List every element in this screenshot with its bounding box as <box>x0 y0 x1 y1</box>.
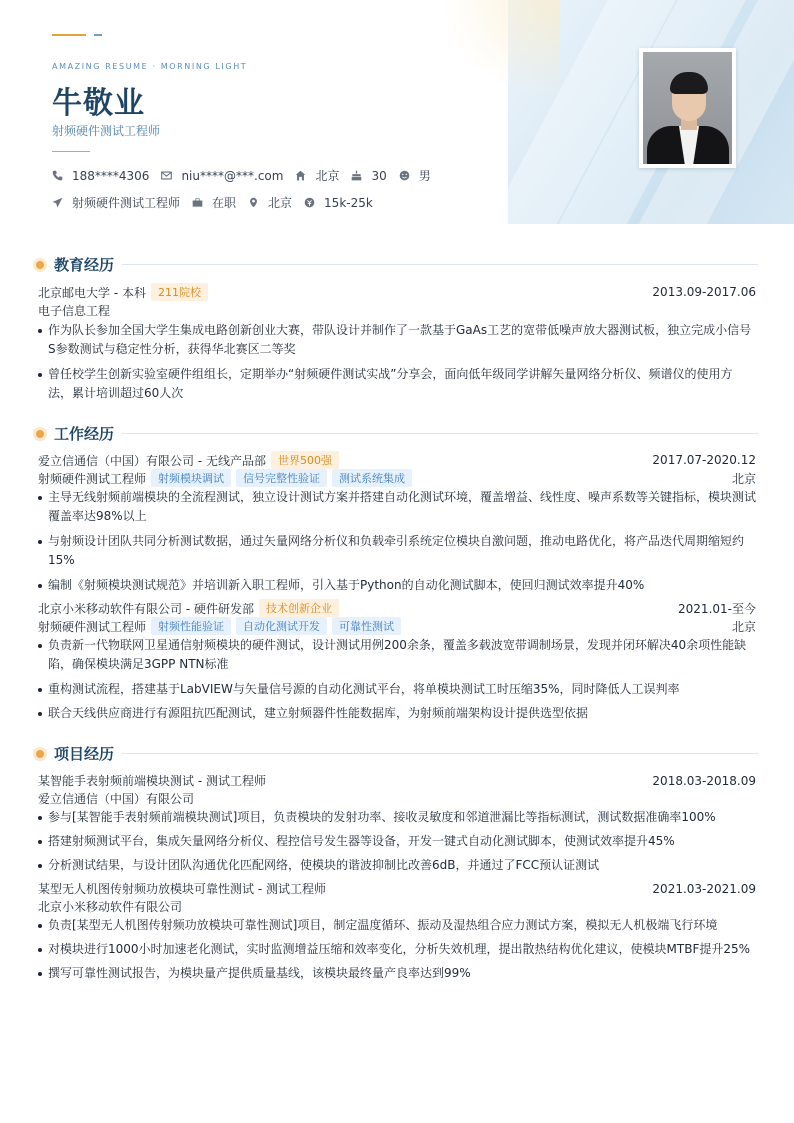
residence-info <box>295 167 339 184</box>
skill-tag: 测试系统集成 <box>332 469 412 487</box>
project-dates: 2018.03-2018.09 <box>652 773 756 788</box>
send-icon <box>52 197 63 208</box>
home-icon <box>295 170 306 181</box>
residence-text: 北京 <box>315 169 340 183</box>
skill-tag: 信号完整性验证 <box>236 469 327 487</box>
salary-text: 15k-25k <box>324 195 373 210</box>
job-role-row <box>38 617 756 635</box>
skill-tag: 射频模块调试 <box>151 469 231 487</box>
email-text: niu****@***.com <box>181 168 284 183</box>
age-text: 30 <box>371 168 387 183</box>
salary-icon <box>304 197 315 208</box>
target-position-info <box>52 194 180 211</box>
project-org: 北京小米移动软件有限公司 <box>38 900 183 914</box>
list-item: 负责新一代物联网卫星通信射频模块的硬件测试，设计测试用例200余条，覆盖多载波宽带调制场景，发现并闭环解决40余项性能缺陷，确保模块满足3GPP NTN标准 <box>38 636 756 674</box>
section-heading: 工作经历 <box>54 425 115 443</box>
project-title-row <box>38 880 756 897</box>
phone-text: 188****4306 <box>72 168 150 183</box>
target-city-info <box>248 194 292 211</box>
resume-header <box>0 0 794 224</box>
resume-tagline: AMAZING RESUME · MORNING LIGHT <box>52 62 248 71</box>
briefcase-icon <box>192 197 203 208</box>
school-name: 北京邮电大学 - 本科 <box>38 285 146 300</box>
education-dates: 2013.09-2017.06 <box>652 285 756 299</box>
job-intent-row <box>52 194 385 211</box>
job-role-row <box>38 469 756 487</box>
list-item: 负责[某型无人机图传射频功放模块可靠性测试]项目，制定温度循环、振动及湿热组合应力测试方案，模拟无人机极端飞行环境 <box>38 916 756 935</box>
candidate-title: 射频硬件测试工程师 <box>52 124 161 138</box>
list-item: 分析测试结果，与设计团队沟通优化匹配网络，使模块的谐波抑制比改善6dB，并通过了FCC预认证测试 <box>38 856 756 875</box>
company-badge: 技术创新企业 <box>259 599 339 617</box>
school-badge: 211院校 <box>151 283 208 301</box>
contact-row <box>52 167 443 184</box>
gender-text: 男 <box>418 169 431 183</box>
gender-icon <box>399 170 410 181</box>
job-dates: 2017.07-2020.12 <box>652 453 756 467</box>
job-city: 北京 <box>731 471 756 486</box>
location-pin-icon <box>248 197 259 208</box>
age-info <box>351 169 386 183</box>
salary-info <box>304 196 373 210</box>
skill-tag: 可靠性测试 <box>332 617 401 635</box>
list-item: 对模块进行1000小时加速老化测试，实时监测增益压缩和效率变化，分析失效机理，提出散热结构优化建议，使模块MTBF提升25% <box>38 940 756 959</box>
employment-status-info <box>192 194 236 211</box>
target-city-text: 北京 <box>268 196 293 210</box>
list-item: 与射频设计团队共同分析测试数据，通过矢量网络分析仪和负载牵引系统定位模块自激问题，推动电路优化，将产品迭代周期缩短约15% <box>38 532 756 570</box>
education-major-row <box>38 302 756 319</box>
cake-icon <box>351 170 362 181</box>
mail-icon <box>161 170 172 181</box>
education-school-row <box>38 283 756 301</box>
education-section-title <box>36 254 758 275</box>
project-org-row <box>38 790 756 807</box>
work-section-title <box>36 423 758 444</box>
list-item: 重构测试流程，搭建基于LabVIEW与矢量信号源的自动化测试平台，将单模块测试工时压缩35%，同时降低人工误判率 <box>38 680 756 699</box>
header-glow <box>440 0 560 100</box>
company-badge: 世界500强 <box>271 451 339 469</box>
list-item: 撰写可靠性测试报告，为模块量产提供质量基线，该模块最终量产良率达到99% <box>38 964 756 983</box>
job-dates: 2021.01-至今 <box>678 601 756 616</box>
skill-tag: 自动化测试开发 <box>236 617 327 635</box>
project-name: 某型无人机图传射频功放模块可靠性测试 - 测试工程师 <box>38 882 326 896</box>
candidate-name: 牛敬业 <box>52 86 145 121</box>
avatar <box>643 52 732 164</box>
employment-status-text: 在职 <box>212 196 237 210</box>
list-item: 联合天线供应商进行有源阻抗匹配测试，建立射频器件性能数据库，为射频前端架构设计提供选型依据 <box>38 704 756 723</box>
skill-tag: 射频性能验证 <box>151 617 231 635</box>
projects-section-title <box>36 743 758 764</box>
section-heading: 教育经历 <box>54 256 115 274</box>
project-title-row <box>38 772 756 789</box>
section-heading: 项目经历 <box>54 745 115 763</box>
list-item: 搭建射频测试平台，集成矢量网络分析仪、程控信号发生器等设备，开发一键式自动化测试脚本，使测试效率提升45% <box>38 832 756 851</box>
project-org-row <box>38 898 756 915</box>
project-org: 爱立信通信（中国）有限公司 <box>38 792 195 806</box>
company-name: 北京小米移动软件有限公司 - 硬件研发部 <box>38 601 254 616</box>
job-role: 射频硬件测试工程师 <box>38 619 147 634</box>
email-info <box>161 169 283 183</box>
company-name: 爱立信通信（中国）有限公司 - 无线产品部 <box>38 453 266 468</box>
phone-info <box>52 169 149 183</box>
job-role: 射频硬件测试工程师 <box>38 471 147 486</box>
gender-info <box>399 167 431 184</box>
job-company-row <box>38 599 756 617</box>
job-city: 北京 <box>731 619 756 634</box>
project-dates: 2021.03-2021.09 <box>652 881 756 896</box>
list-item: 主导无线射频前端模块的全流程测试，独立设计测试方案并搭建自动化测试环境，覆盖增益、线性度、噪声系数等关键指标，模块测试覆盖率达98%以上 <box>38 488 756 526</box>
list-item: 编制《射频模块测试规范》并培训新入职工程师，引入基于Python的自动化测试脚本，使回归测试效率提升40% <box>38 576 756 595</box>
list-item: 作为队长参加全国大学生集成电路创新创业大赛，带队设计并制作了一款基于GaAs工艺的宽带低噪声放大器测试板，独立完成小信号S参数测试与稳定性分析，获得华北赛区二等奖 <box>38 321 756 359</box>
job-company-row <box>38 451 756 469</box>
list-item: 曾任校学生创新实验室硬件组组长，定期举办“射频硬件测试实战”分享会，面向低年级同学讲解矢量网络分析仪、频谱仪的使用方法，累计培训超过60人次 <box>38 365 756 403</box>
phone-icon <box>52 170 63 181</box>
profile-photo <box>639 48 736 168</box>
project-name: 某智能手表射频前端模块测试 - 测试工程师 <box>38 774 266 788</box>
list-item: 参与[某智能手表射频前端模块测试]项目，负责模块的发射功率、接收灵敏度和邻道泄漏比等指标测试，测试数据准确率100% <box>38 808 756 827</box>
target-position-text: 射频硬件测试工程师 <box>72 196 181 210</box>
name-divider <box>52 151 90 152</box>
major-name: 电子信息工程 <box>38 304 111 318</box>
